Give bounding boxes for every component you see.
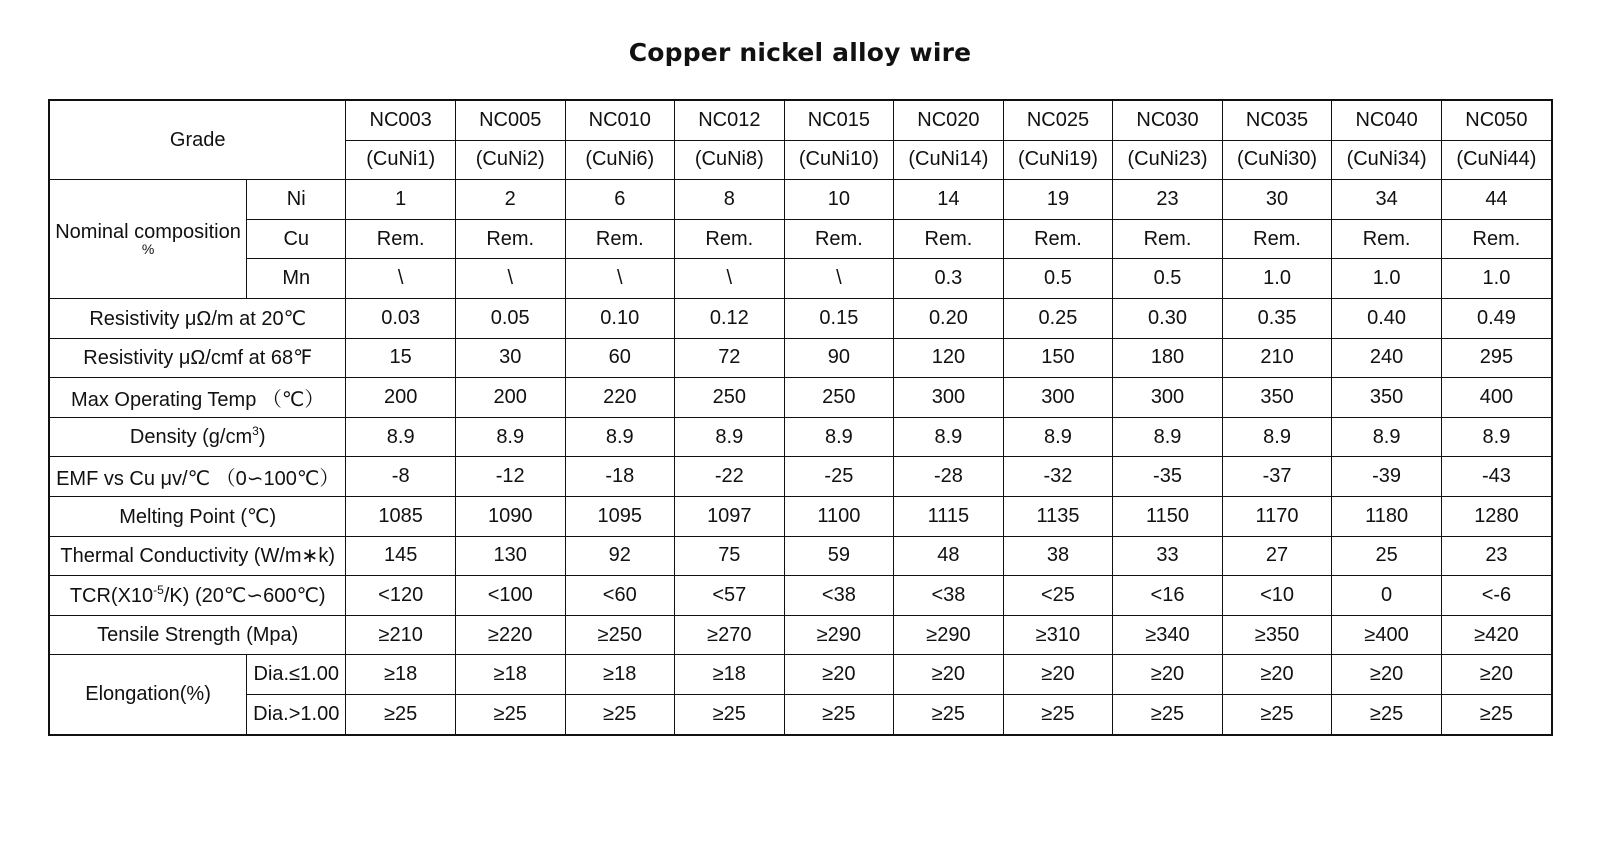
table-cell: 0.30	[1113, 298, 1223, 338]
table-cell: 150	[1003, 338, 1113, 378]
table-cell: ≥270	[675, 615, 785, 655]
composition-row	[49, 219, 1552, 259]
grade-alias-cell: (CuNi2)	[455, 140, 565, 180]
table-cell: 2	[455, 180, 565, 220]
table-cell: 1280	[1441, 496, 1552, 536]
table-cell: 8.9	[1003, 417, 1113, 457]
table-cell: Rem.	[1222, 219, 1332, 259]
table-cell: 350	[1332, 378, 1442, 418]
composition-label-text: Nominal composition	[55, 221, 241, 244]
elongation-label: Elongation(%)	[49, 655, 247, 735]
table-cell: <38	[784, 576, 894, 616]
table-cell: 8.9	[1332, 417, 1442, 457]
table-cell: \	[784, 259, 894, 299]
table-cell: Rem.	[894, 219, 1004, 259]
table-cell: 8.9	[675, 417, 785, 457]
table-cell: <10	[1222, 576, 1332, 616]
table-cell: 1150	[1113, 496, 1223, 536]
table-body	[49, 100, 1552, 735]
table-cell: -37	[1222, 457, 1332, 497]
table-cell: 23	[1113, 180, 1223, 220]
table-cell: ≥25	[455, 694, 565, 734]
table-cell: 90	[784, 338, 894, 378]
table-cell: <16	[1113, 576, 1223, 616]
property-row	[49, 576, 1552, 616]
table-cell: <38	[894, 576, 1004, 616]
table-cell: <100	[455, 576, 565, 616]
table-cell: ≥25	[675, 694, 785, 734]
table-cell: 0.49	[1441, 298, 1552, 338]
table-cell: Rem.	[1332, 219, 1442, 259]
table-cell: 300	[1003, 378, 1113, 418]
property-label: Melting Point (℃)	[49, 496, 346, 536]
table-cell: 1170	[1222, 496, 1332, 536]
page-title: Copper nickel alloy wire	[628, 38, 972, 67]
table-cell: 8.9	[894, 417, 1004, 457]
table-cell: 8.9	[1113, 417, 1223, 457]
grade-alias-cell: (CuNi1)	[346, 140, 456, 180]
table-cell: ≥25	[1113, 694, 1223, 734]
table-cell: ≥350	[1222, 615, 1332, 655]
table-cell: ≥20	[784, 655, 894, 695]
table-cell: 72	[675, 338, 785, 378]
table-cell: 400	[1441, 378, 1552, 418]
grade-cell: NC040	[1332, 100, 1442, 140]
grade-alias-cell: (CuNi14)	[894, 140, 1004, 180]
table-cell: 0.20	[894, 298, 1004, 338]
composition-label	[49, 180, 247, 299]
table-cell: 1100	[784, 496, 894, 536]
property-row	[49, 338, 1552, 378]
grade-alias-cell: (CuNi19)	[1003, 140, 1113, 180]
property-label-pre: Density (g/cm	[129, 425, 253, 448]
table-cell: Rem.	[1113, 219, 1223, 259]
property-row	[49, 417, 1552, 457]
elongation-row	[49, 694, 1552, 734]
table-cell: \	[675, 259, 785, 299]
table-cell: 44	[1441, 180, 1552, 220]
elongation-row	[49, 655, 1552, 695]
table-cell: 8.9	[565, 417, 675, 457]
elongation-condition: Dia.≤1.00	[247, 655, 346, 695]
table-cell: 180	[1113, 338, 1223, 378]
table-cell: 14	[894, 180, 1004, 220]
table-cell: Rem.	[1003, 219, 1113, 259]
table-cell: ≥18	[675, 655, 785, 695]
property-label	[49, 417, 346, 457]
table-cell: 1095	[565, 496, 675, 536]
table-cell: 0.3	[894, 259, 1004, 299]
table-cell: 8.9	[1222, 417, 1332, 457]
table-cell: \	[455, 259, 565, 299]
table-cell: 1135	[1003, 496, 1113, 536]
table-cell: ≥290	[894, 615, 1004, 655]
property-row	[49, 298, 1552, 338]
property-label-post: )	[258, 425, 266, 448]
grade-cell: NC025	[1003, 100, 1113, 140]
table-cell: 350	[1222, 378, 1332, 418]
table-cell: ≥25	[894, 694, 1004, 734]
table-cell: ≥210	[346, 615, 456, 655]
table-cell: 1097	[675, 496, 785, 536]
table-cell: -18	[565, 457, 675, 497]
table-cell: ≥290	[784, 615, 894, 655]
table-cell: 200	[455, 378, 565, 418]
property-row	[49, 536, 1552, 576]
table-cell: ≥18	[455, 655, 565, 695]
table-cell: 210	[1222, 338, 1332, 378]
grade-header-row	[49, 100, 1552, 140]
table-cell: 300	[894, 378, 1004, 418]
table-cell: 38	[1003, 536, 1113, 576]
table-cell: <120	[346, 576, 456, 616]
grade-cell: NC030	[1113, 100, 1223, 140]
table-cell: Rem.	[565, 219, 675, 259]
table-cell: <-6	[1441, 576, 1552, 616]
table-cell: 60	[565, 338, 675, 378]
grade-alias-cell: (CuNi6)	[565, 140, 675, 180]
table-cell: -43	[1441, 457, 1552, 497]
table-cell: -8	[346, 457, 456, 497]
table-cell: Rem.	[455, 219, 565, 259]
table-cell: <25	[1003, 576, 1113, 616]
table-cell: 8.9	[1441, 417, 1552, 457]
grade-alias-cell: (CuNi23)	[1113, 140, 1223, 180]
property-row	[49, 496, 1552, 536]
property-label: Thermal Conductivity (W/m∗k)	[49, 536, 346, 576]
table-cell: 0.03	[346, 298, 456, 338]
table-cell: ≥20	[894, 655, 1004, 695]
table-cell: ≥20	[1222, 655, 1332, 695]
property-label: Resistivity μΩ/m at 20℃	[49, 298, 346, 338]
table-cell: 59	[784, 536, 894, 576]
table-cell: 0	[1332, 576, 1442, 616]
table-cell: 250	[675, 378, 785, 418]
table-cell: 15	[346, 338, 456, 378]
table-cell: Rem.	[784, 219, 894, 259]
table-cell: ≥20	[1003, 655, 1113, 695]
table-cell: <57	[675, 576, 785, 616]
property-label-sup: 3	[252, 423, 259, 438]
table-cell: ≥18	[346, 655, 456, 695]
table-cell: Rem.	[346, 219, 456, 259]
table-cell: 27	[1222, 536, 1332, 576]
table-cell: 30	[1222, 180, 1332, 220]
table-cell: 0.05	[455, 298, 565, 338]
table-cell: 33	[1113, 536, 1223, 576]
table-cell: 1180	[1332, 496, 1442, 536]
table-cell: 6	[565, 180, 675, 220]
table-cell: 48	[894, 536, 1004, 576]
table-cell: ≥20	[1113, 655, 1223, 695]
grade-alias-cell: (CuNi34)	[1332, 140, 1442, 180]
table-cell: 8.9	[784, 417, 894, 457]
table-cell: 23	[1441, 536, 1552, 576]
table-cell: 130	[455, 536, 565, 576]
table-cell: 1085	[346, 496, 456, 536]
table-cell: 34	[1332, 180, 1442, 220]
table-cell: ≥400	[1332, 615, 1442, 655]
table-cell: 295	[1441, 338, 1552, 378]
property-label-sup: -5	[153, 582, 164, 597]
property-label: Tensile Strength (Mpa)	[49, 615, 346, 655]
table-cell: 0.10	[565, 298, 675, 338]
property-label-post: /K) (20℃∽600℃)	[163, 584, 326, 607]
table-cell: 75	[675, 536, 785, 576]
table-cell: 1.0	[1441, 259, 1552, 299]
table-cell: 10	[784, 180, 894, 220]
table-cell: -35	[1113, 457, 1223, 497]
property-label: EMF vs Cu μv/℃ （0∽100℃）	[49, 457, 346, 497]
table-cell: -25	[784, 457, 894, 497]
table-cell: ≥340	[1113, 615, 1223, 655]
grade-alias-cell: (CuNi8)	[675, 140, 785, 180]
grade-alias-cell: (CuNi10)	[784, 140, 894, 180]
grade-cell: NC020	[894, 100, 1004, 140]
table-cell: 0.35	[1222, 298, 1332, 338]
property-row	[49, 457, 1552, 497]
table-cell: Rem.	[675, 219, 785, 259]
table-cell: 145	[346, 536, 456, 576]
grade-label: Grade	[49, 100, 346, 180]
table-cell: ≥25	[346, 694, 456, 734]
element-label: Cu	[247, 219, 346, 259]
table-cell: 0.5	[1113, 259, 1223, 299]
table-cell: 8.9	[346, 417, 456, 457]
table-cell: 8	[675, 180, 785, 220]
grade-cell: NC012	[675, 100, 785, 140]
table-cell: -28	[894, 457, 1004, 497]
table-cell: ≥220	[455, 615, 565, 655]
table-cell: ≥20	[1441, 655, 1552, 695]
property-label: Max Operating Temp （℃）	[49, 378, 346, 418]
composition-unit: %	[141, 241, 155, 258]
property-row	[49, 615, 1552, 655]
table-cell: \	[346, 259, 456, 299]
grade-cell: NC035	[1222, 100, 1332, 140]
grade-alias-cell: (CuNi30)	[1222, 140, 1332, 180]
alloy-spec-table	[48, 99, 1553, 736]
table-cell: 0.25	[1003, 298, 1113, 338]
table-cell: 0.15	[784, 298, 894, 338]
table-cell: 1.0	[1332, 259, 1442, 299]
table-cell: 19	[1003, 180, 1113, 220]
table-cell: ≥25	[1222, 694, 1332, 734]
table-cell: \	[565, 259, 675, 299]
grade-cell: NC050	[1441, 100, 1552, 140]
table-cell: -22	[675, 457, 785, 497]
grade-cell: NC015	[784, 100, 894, 140]
table-cell: ≥310	[1003, 615, 1113, 655]
table-cell: ≥25	[1332, 694, 1442, 734]
table-cell: 1090	[455, 496, 565, 536]
table-cell: 220	[565, 378, 675, 418]
table-cell: ≥250	[565, 615, 675, 655]
table-cell: 25	[1332, 536, 1442, 576]
table-cell: 92	[565, 536, 675, 576]
property-row	[49, 378, 1552, 418]
grade-alias-cell: (CuNi44)	[1441, 140, 1552, 180]
table-cell: Rem.	[1441, 219, 1552, 259]
table-cell: 1	[346, 180, 456, 220]
table-cell: 200	[346, 378, 456, 418]
table-cell: ≥25	[565, 694, 675, 734]
table-cell: 1115	[894, 496, 1004, 536]
property-label-pre: TCR(X10	[69, 584, 154, 607]
table-cell: -32	[1003, 457, 1113, 497]
composition-row	[49, 259, 1552, 299]
table-cell: 1.0	[1222, 259, 1332, 299]
composition-row	[49, 180, 1552, 220]
table-cell: ≥420	[1441, 615, 1552, 655]
table-cell: 0.40	[1332, 298, 1442, 338]
table-cell: 0.12	[675, 298, 785, 338]
element-label: Mn	[247, 259, 346, 299]
table-cell: ≥25	[1003, 694, 1113, 734]
table-cell: -39	[1332, 457, 1442, 497]
table-cell: 240	[1332, 338, 1442, 378]
table-cell: ≥18	[565, 655, 675, 695]
table-cell: ≥20	[1332, 655, 1442, 695]
grade-cell: NC005	[455, 100, 565, 140]
grade-cell: NC003	[346, 100, 456, 140]
property-label: Resistivity μΩ/cmf at 68℉	[49, 338, 346, 378]
table-cell: ≥25	[1441, 694, 1552, 734]
table-cell: <60	[565, 576, 675, 616]
table-cell: 250	[784, 378, 894, 418]
grade-cell: NC010	[565, 100, 675, 140]
table-cell: 300	[1113, 378, 1223, 418]
property-label	[49, 576, 346, 616]
table-cell: 120	[894, 338, 1004, 378]
table-cell: 30	[455, 338, 565, 378]
table-cell: 0.5	[1003, 259, 1113, 299]
table-cell: -12	[455, 457, 565, 497]
table-cell: 8.9	[455, 417, 565, 457]
element-label: Ni	[247, 180, 346, 220]
elongation-condition: Dia.>1.00	[247, 694, 346, 734]
table-cell: ≥25	[784, 694, 894, 734]
